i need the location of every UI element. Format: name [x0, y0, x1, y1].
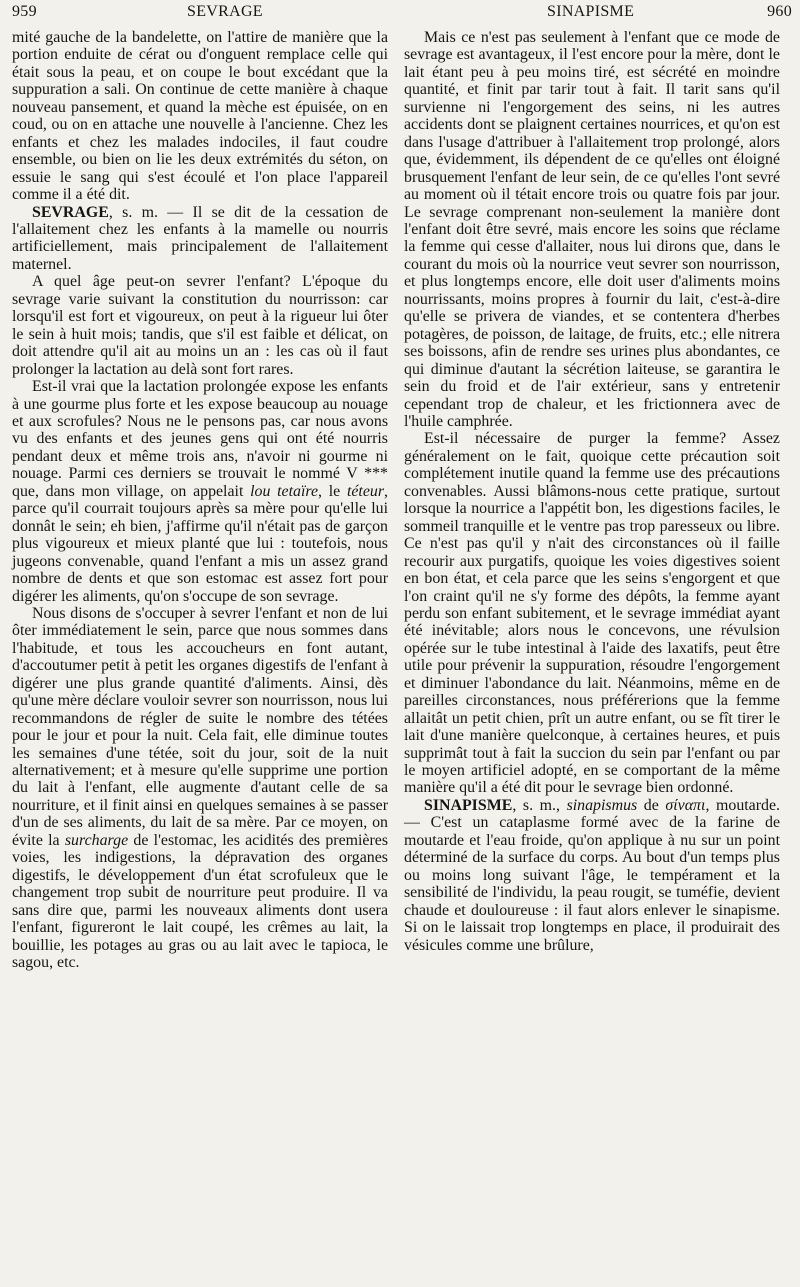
entry-text: de [637, 796, 666, 814]
left-running-title: SEVRAGE [187, 3, 263, 20]
gradual-weaning-paragraph [12, 605, 388, 972]
sinapisme-entry [404, 797, 780, 954]
lou-tetaire-term: lou tetaïre [250, 482, 319, 500]
sevrage-headword: SEVRAGE [32, 203, 109, 221]
right-page-number: 960 [767, 3, 792, 20]
prolonged-lactation-paragraph [12, 378, 388, 605]
paragraph-text: Nous disons de s'occuper à sevrer l'enfant et non de lui ôter immédiatement le sein, parce que nous sommes dans l'habitude, et tous les accoucheurs en font autant, d'accoutumer petit à petit les organes digestifs de l'enfant à digérer une plus grande quantité d'aliments. Ainsi, dès qu'une mère déclare vouloir sevrer son nourrisson, nous lui recommandons de régler de suite le nombre des tétées pour le jour et pour la nuit. Cela fait, elle diminue toutes les semaines d'une tétée, soit du jour, soit de la nuit alternativement; et à mesure qu'elle supprime une portion du lait à l'enfant, elle augmente d'autant celle de sa nourriture, et il finit ainsi en quelques semaines à se passer d'un de ses aliments, du lait de sa mère. Par ce moyen, on évite la [12, 604, 388, 849]
seton-continuation-paragraph: mité gauche de la bandelette, on l'attire de manière que la portion enduite de cérat ou d'onguent remplace celle qui était sous la peau, et on coupe le bout excédant que la suppuration a sali. On continue de cette manière à chaque nouveau pansement, et quand la mèche est épuisée, on en coud, ou on en attache une nouvelle à l'ancienne. Chez les enfants et chez les malades indociles, il faut coudre ensemble, ou bien on lie les deux extrémités du séton, on essuie le sang qui s'est écoulé et l'on place l'appareil comme il a été dit. [12, 29, 388, 204]
right-running-title: SINAPISME [547, 3, 635, 20]
left-page-number: 959 [12, 3, 37, 20]
sinapismus-term: sinapismus [566, 796, 638, 814]
weaning-age-paragraph: A quel âge peut-on sevrer l'enfant? L'époque du sevrage varie suivant la constitution du nourrisson: car lorsqu'il est fort et vigoureux, on peut à la rigueur lui ôter le sein à huit mois; tandis, que s'il est faible et délicat, on doit attendre qu'il ait au moins un an : les cas où il faut prolonger la lactation au delà sont fort rares. [12, 273, 388, 378]
sevrage-definition: , s. m. — Il se dit de la cessation de l'allaitement chez les enfants à la mamelle ou nourris artificiellement, mais principalement de l'allaitement maternel. [12, 203, 388, 273]
paragraph-text: Est-il vrai que la lactation prolongée expose les enfants à une gourme plus forte et les expose beaucoup au nouage et aux scrofules? Nous ne le pensons pas, car nous avons vu des enfants et des jeunes gens qui ont été nourris pendant deux et même trois ans, n'avoir ni gourme ni nouage. Parmi ces derniers se trouvait le nommé V *** que, dans mon village, on appelait [12, 378, 388, 500]
purging-paragraph: Est-il nécessaire de purger la femme? Assez généralement on le fait, quoique cette précaution soit complétement inutile quand la femme use des précautions convenables. Aussi blâmons-nous cette pratique, surtout lorsque la nourrice a l'appétit bon, les digestions faciles, le sommeil tranquille et le ventre pas trop paresseux ou libre. Ce n'est pas qu'il y n'ait des circonstances où il faille recourir aux purgatifs, quoique les voies digestives soient en bon état, et cela parce que les seins s'engorgent et que l'on craint qu'il ne s'y forme des dépôts, la femme ayant perdu son enfant subitement, et le sevrage immédiat ayant été inévitable; alors nous le concevons, une révulsion opérée sur le tube intestinal à l'aide des laxatifs, peut être utile pour prévenir la suppuration, résoudre l'engorgement et diminuer l'abondance du lait. Néanmoins, même en de pareilles circonstances, nous préférerions que la femme allaitât un petit chien, prît un autre enfant, ou se fît tirer le lait d'une manière quelconque, à certaines heures, et puis supprimât tout à fait la succion du sein par l'enfant ou par le moyen artificiel adopté, en se comportant de la même manière qu'il a été dit pour le sevrage bien ordonné. [404, 430, 780, 797]
teteur-term: téteur [346, 482, 385, 500]
paragraph-text: de l'estomac, les acidités des premières voies, les indigestions, la dépravation des organes digestifs, le développement d'un état scrofuleux que le changement trop subit de nourriture peut produire. Il va sans dire que, parmi les nouveaux aliments dont usera l'enfant, figureront le lait coupé, les crêmes au lait, la bouillie, les potages au gras ou au lait avec le tapioca, le sagou, etc. [12, 831, 389, 972]
running-header [12, 3, 792, 27]
surcharge-term: surcharge [64, 831, 129, 849]
left-column [12, 29, 388, 971]
sinapisme-headword: SINAPISME [424, 796, 513, 814]
greek-etymon: σίναπι [665, 796, 706, 814]
right-column [404, 29, 780, 954]
paragraph-text: , le [318, 482, 347, 500]
paragraph-text: , parce qu'il courrait toujours après sa mère pour qu'elle lui donnât le sein; eh bien, j'affirme qu'il n'était pas de garçon plus vigoureux et mieux planté que lui : toutefois, nous jugeons convenable, quand l'enfant a mis un assez grand nombre de dents et que son estomac est assez fort pour digérer les aliments, qu'on s'occupe de son sevrage. [12, 482, 389, 605]
entry-text: , s. m., [512, 796, 567, 814]
sevrage-entry [12, 204, 388, 274]
sinapisme-definition: , moutarde. — C'est un cataplasme formé avec de la farine de moutarde et l'eau froide, qu'on applique à nu sur un point déterminé de la surface du corps. Au bout d'un temps plus ou moins long suivant l'âge, le tempérament et la sensibilité de l'individu, la peau rougit, se tuméfie, devient chaude et douloureuse : il faut alors enlever le sinapisme. Si on le laissait trop longtemps en place, il produirait des vésicules comme une brûlure, [404, 796, 780, 954]
mother-benefit-paragraph: Mais ce n'est pas seulement à l'enfant que ce mode de sevrage est avantageux, il l'est encore pour la mère, dont le lait étant peu à peu moins tiré, est sécrété en moindre quantité, et finit par tarir tout à fait. Il tarit sans qu'il survienne ni l'engorgement des seins, ni les autres accidents dont se plaignent certaines nourrices, et qu'on est dans l'usage d'attribuer à l'allaitement trop prolongé, alors que, évidemment, ils dépendent de ce qu'elles ont éloigné brusquement l'enfant de leur sein, de ce qu'elles l'ont sevré au moment où il tétait encore trois ou quatre fois par jour. Le sevrage comprenant non-seulement la manière dont l'enfant doit être sevré, mais encore les soins que réclame la femme qui cesse d'allaiter, nous lui dirons que, dans le courant du mois où la nourrice veut sevrer son nourrisson, et plus longtemps encore, elle doit user d'aliments moins nourrissants, moins propres à fournir du lait, c'est-à-dire qu'elle se privera de viandes, et se contentera d'herbes potagères, de poisson, de laitage, de fruits, etc.; elle nitrera ses boissons, afin de rendre ses urines plus abondantes, ce qui diminue d'autant la sécrétion laiteuse, se garantira le sein du froid et de l'air extérieur, sans y entretenir cependant trop de chaleur, et les frictionnera avec de l'huile camphrée. [404, 29, 780, 430]
